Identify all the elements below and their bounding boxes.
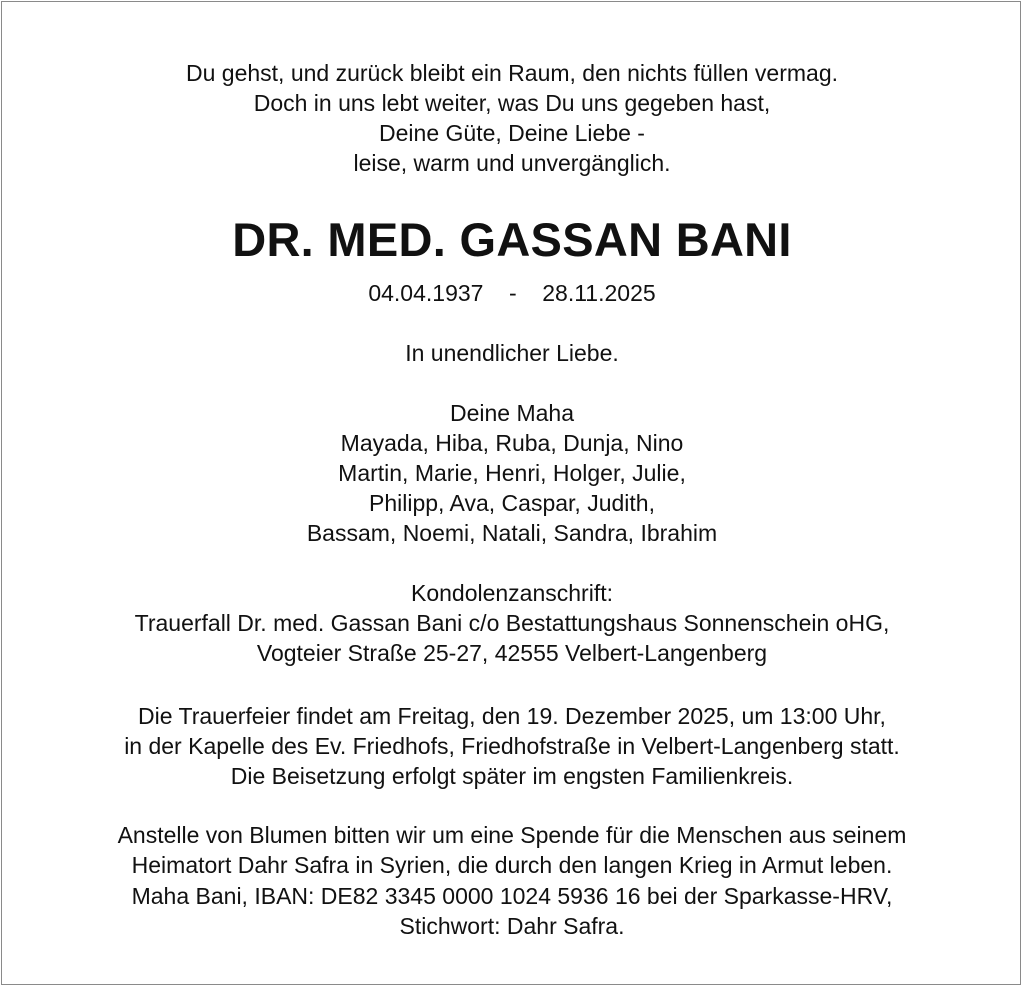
condolence-address-line: Trauerfall Dr. med. Gassan Bani c/o Bestattungshaus Sonnenschein oHG, bbox=[134, 610, 890, 636]
ceremony-line: Die Trauerfeier findet am Freitag, den 19. Dezember 2025, um 13:00 Uhr, bbox=[138, 703, 886, 729]
family-line: Mayada, Hiba, Ruba, Dunja, Nino bbox=[340, 430, 684, 456]
donation-line: Maha Bani, IBAN: DE82 3345 0000 1024 5936 16 bei der Sparkasse-HRV, bbox=[131, 883, 893, 909]
donation-line: Anstelle von Blumen bitten wir um eine Spende für die Menschen aus seinem bbox=[117, 822, 907, 848]
condolence-heading: Kondolenzanschrift: bbox=[410, 580, 613, 606]
death-date: 28.11.2025 bbox=[542, 280, 656, 306]
family-line: Deine Maha bbox=[449, 400, 575, 426]
deceased-name: DR. MED. GASSAN BANI bbox=[232, 213, 792, 266]
donation-line: Heimatort Dahr Safra in Syrien, die durch den langen Krieg in Armut leben. bbox=[131, 852, 893, 878]
poem-line: Deine Güte, Deine Liebe - bbox=[379, 120, 645, 146]
life-dates bbox=[0, 278, 1024, 308]
birth-date: 04.04.1937 bbox=[368, 280, 484, 306]
poem-line: Doch in uns lebt weiter, was Du uns gegeben hast, bbox=[253, 90, 771, 116]
poem-line: Du gehst, und zurück bleibt ein Raum, den nichts füllen vermag. bbox=[185, 60, 839, 86]
condolence-address-line: Vogteier Straße 25-27, 42555 Velbert-Langenberg bbox=[256, 640, 768, 666]
donation-line: Stichwort: Dahr Safra. bbox=[399, 913, 625, 939]
family-line: Philipp, Ava, Caspar, Judith, bbox=[369, 490, 655, 516]
ceremony-line: in der Kapelle des Ev. Friedhofs, Friedhofstraße in Velbert-Langenberg statt. bbox=[124, 733, 900, 759]
poem-line: leise, warm und unvergänglich. bbox=[353, 150, 671, 176]
family-line: Bassam, Noemi, Natali, Sandra, Ibrahim bbox=[306, 520, 718, 546]
ceremony-line: Die Beisetzung erfolgt später im engsten Familienkreis. bbox=[230, 763, 794, 789]
date-separator: - bbox=[509, 280, 517, 306]
dedication: In unendlicher Liebe. bbox=[405, 340, 619, 366]
family-line: Martin, Marie, Henri, Holger, Julie, bbox=[338, 460, 686, 486]
